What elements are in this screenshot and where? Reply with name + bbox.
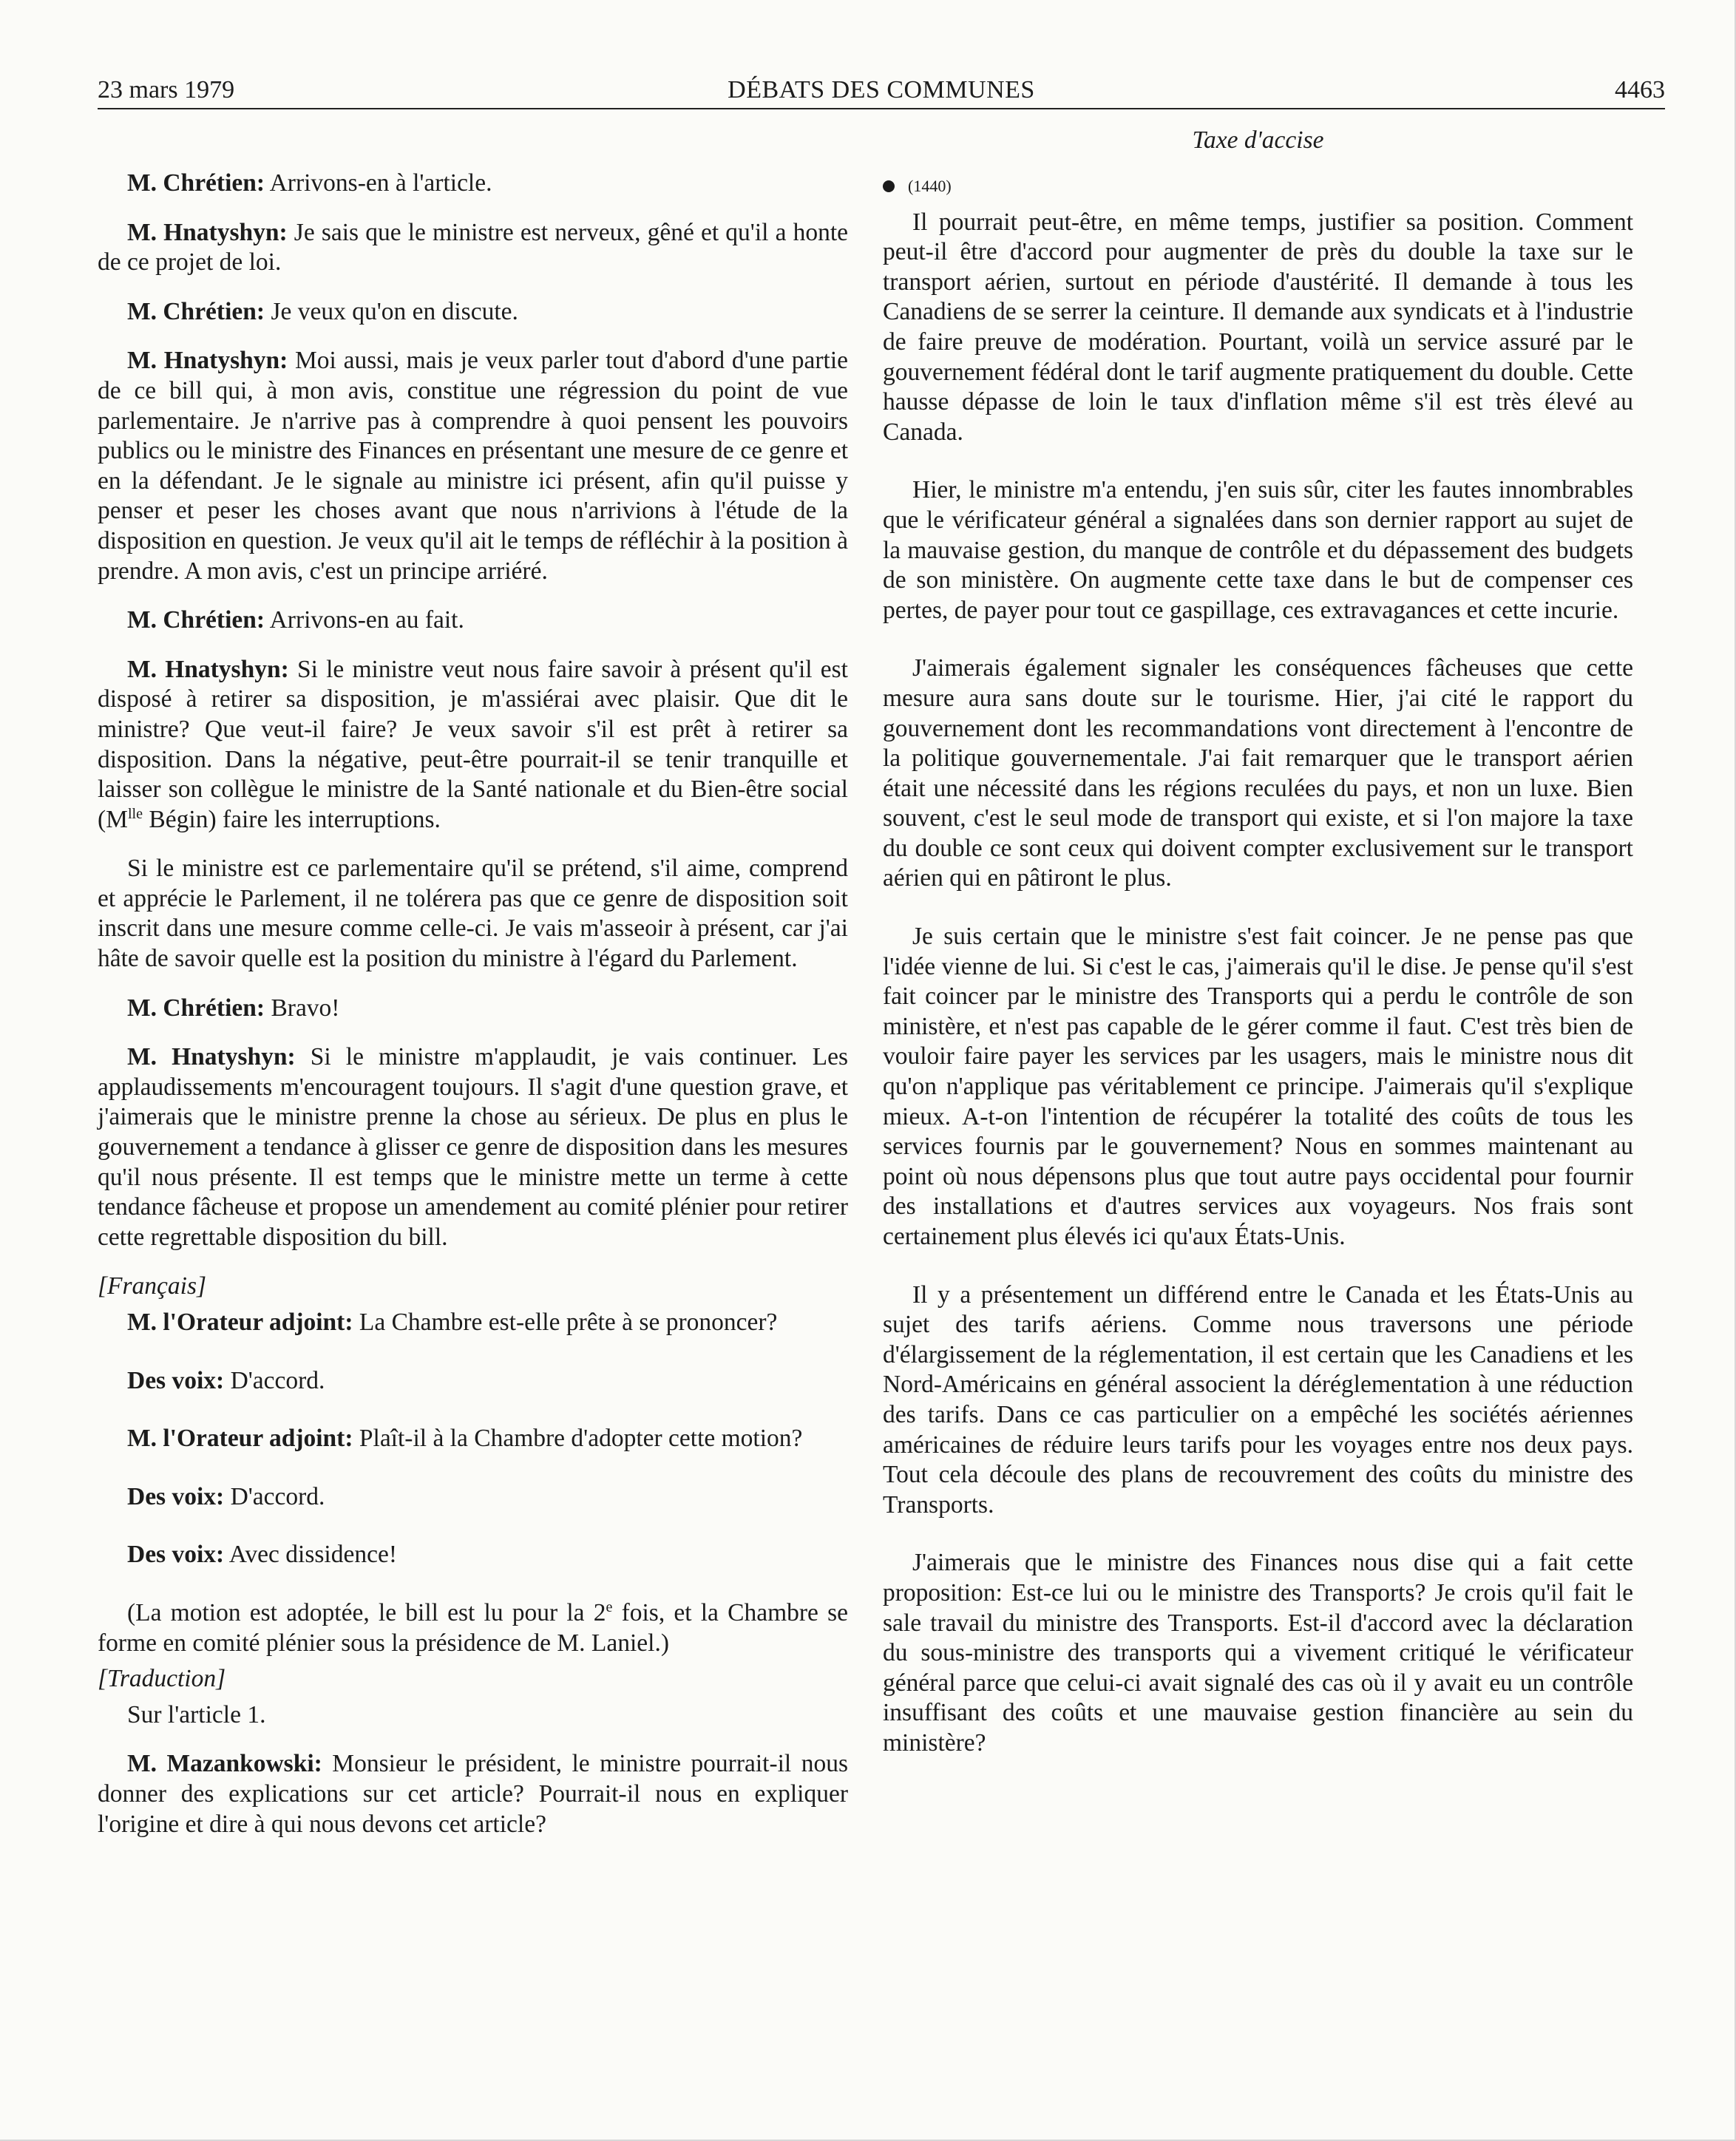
- language-marker: [Traduction]: [98, 1665, 226, 1693]
- left-column: [98, 126, 848, 1859]
- paragraph: [98, 1700, 848, 1731]
- speech-text: fois, et la Chambre se forme en comité plénier sous la présidence de M. Laniel.): [98, 1598, 848, 1657]
- right-column: [883, 126, 1633, 1787]
- paragraph: J'aimerais également signaler les conséquences fâcheuses que cette mesure aura sans doute sur le tourisme. Hier, j'ai cité le rapport du gouvernement dont les recommandations vont directement à l'encontre de la politique gouvernementale. J'ai fait remarquer que le transport aérien était une nécessité dans les régions reculées du pays, et non un luxe. Bien souvent, c'est le seul mode de transport qui existe, et si l'on majore la taxe du double ce sont ceux qui doivent compter exclusivement sur le transport aérien qui en pâtiront le plus.: [883, 654, 1633, 892]
- paragraph: [98, 1482, 848, 1513]
- speech-text: (La motion est adoptée, le bill est lu pour la 2: [127, 1598, 606, 1626]
- paragraph: J'aimerais que le ministre des Finances nous dise qui a fait cette proposition: Est-ce lui ou le ministre des Transports? Je crois qu'il fait le sale travail du ministre des Transports. Est-il d'accord avec la déclaration du sous-ministre des transports qui a vivement critiqué le vérificateur général parce que celui-ci avait signalé des cas où il y avait eu un contrôle insuffisant des coûts et une mauvaise gestion financière au sein du ministère?: [883, 1549, 1633, 1757]
- superscript: e: [606, 1598, 613, 1615]
- speech-text: Je sais que le ministre est nerveux, gêné et qu'il a honte de ce projet de loi.: [98, 218, 848, 276]
- speaker-name: Des voix:: [127, 1541, 225, 1569]
- paragraph: [98, 1540, 848, 1570]
- speech-text: Moi aussi, mais je veux parler tout d'abord d'une partie de ce bill qui, à mon avis, constitue une régression du point de vue parlementaire. Je n'arrive pas à comprendre à quoi pensent les pouvoirs publics ou le ministre des Finances en présentant une mesure de ce genre et en la défendant. Je le signale au ministre ici présent, afin qu'il puisse y penser et peser les choses avant que nous n'arrivions à l'étude de la disposition en question. Je veux qu'il ait le temps de réfléchir à la position à prendre. A mon avis, c'est un principe arriéré.: [98, 347, 849, 585]
- paragraph: [98, 169, 848, 199]
- speaker-name: M. Hnatyshyn:: [127, 218, 288, 246]
- speech-text: Je veux qu'on en discute.: [265, 297, 518, 325]
- speaker-name: M. l'Orateur adjoint:: [127, 1309, 353, 1336]
- paragraph: [98, 655, 848, 835]
- speaker-name: M. Chrétien:: [127, 297, 265, 325]
- header-rule: [98, 108, 1665, 109]
- paragraph: [98, 854, 848, 974]
- speech-text: Monsieur le président, le ministre pourrait-il nous donner des explications sur cet article? Pourrait-il nous en expliquer l'origine et dire à qui nous devons cet article?: [98, 1750, 848, 1838]
- paragraph: [98, 1598, 848, 1658]
- speech-text: D'accord.: [224, 1366, 325, 1394]
- paragraph: Hier, le ministre m'a entendu, j'en suis sûr, citer les fautes innombrables que le vérificateur général a signalées dans son dernier rapport au sujet de la mauvaise gestion, du manque de contrôle et du dépassement des budgets de son ministère. On augmente cette taxe dans le but de compenser ces pertes, de payer pour tout ce gaspillage, ces extravagances et cette incurie.: [883, 476, 1633, 624]
- paragraph: [98, 1424, 848, 1454]
- language-marker: [Français]: [98, 1272, 207, 1300]
- speech-text: La Chambre est-elle prête à se prononcer?: [353, 1309, 778, 1336]
- speech-text: Arrivons-en à l'article.: [265, 169, 492, 197]
- speech-text: Bravo!: [265, 994, 340, 1022]
- paragraph: [98, 297, 848, 328]
- speaker-name: M. Hnatyshyn:: [127, 347, 288, 375]
- speech-text: Bégin) faire les interruptions.: [143, 805, 441, 833]
- section-heading: Taxe d'accise: [1192, 126, 1324, 154]
- speech-text: Arrivons-en au fait.: [265, 606, 464, 634]
- header-page-number: 4463: [1615, 76, 1665, 104]
- paragraph: [98, 605, 848, 636]
- bullet-icon: [883, 180, 895, 192]
- speech-text: Avec dissidence!: [224, 1541, 397, 1569]
- speech-text: Si le ministre m'applaudit, je vais continuer. Les applaudissements m'encouragent toujours. Il s'agit d'une question grave, et j'aimerais que le ministre prenne la chose au sérieux. De plus en plus le gouvernement a tendance à glisser ce genre de disposition dans les mesures qu'il nous présente. Il est temps que le ministre mette un terme à cette tendance fâcheuse et propose un amendement au comité plénier pour retirer cette regrettable disposition du bill.: [98, 1043, 848, 1251]
- paragraph: [98, 346, 848, 586]
- speaker-name: M. l'Orateur adjoint:: [127, 1425, 353, 1453]
- speech-text: Si le ministre veut nous faire savoir à présent qu'il est disposé à retirer sa disposition, je m'assiérai avec plaisir. Que dit le ministre? Que veut-il faire? Je veux savoir s'il est prêt à retirer sa disposition. Dans la négative, peut-être pourrait-il se tenir tranquille et laisser son collègue le ministre de la Santé nationale et du Bien-être social (M: [98, 655, 848, 833]
- paragraph: Je suis certain que le ministre s'est fait coincer. Je ne pense pas que l'idée vienne de lui. Si c'est le cas, j'aimerais qu'il le dise. Je pense qu'il s'est fait coincer par le ministre des Transports qui a perdu le contrôle de son ministère, et n'est pas capable de le gérer comme il faut. C'est très bien de vouloir faire payer les services par les usagers, mais le ministre nous dit qu'on n'applique pas véritablement ce principe. J'aimerais qu'il s'explique mieux. A-t-on l'intention de récupérer la totalité des coûts de tous les services fournis par le gouvernement? Nous en sommes maintenant au point où nous dépensons plus que tout autre pays occidental pour fournir des installations et d'autres services aux voyageurs. Nos frais sont certainement plus élevés ici qu'aux États-Unis.: [883, 923, 1633, 1250]
- paragraph: [98, 994, 848, 1024]
- speech-text: Plaît-il à la Chambre d'adopter cette motion?: [353, 1425, 803, 1453]
- speech-text: Sur l'article 1.: [127, 1700, 266, 1728]
- speaker-name: M. Hnatyshyn:: [127, 655, 289, 683]
- paragraph: [98, 1366, 848, 1397]
- time-marker-text: (1440): [908, 176, 952, 195]
- paragraph: Il pourrait peut-être, en même temps, justifier sa position. Comment peut-il être d'accord pour augmenter de près du double la taxe sur le transport aérien, surtout en période d'austérité. Il demande à tous les Canadiens de se serrer la ceinture. Il demande aux syndicats et à l'industrie de faire preuve de modération. Pourtant, voilà un service assuré par le gouvernement fédéral dont le tarif augmente pratiquement du double. Cette hausse dépasse de loin le taux d'inflation même s'il est très élevé au Canada.: [883, 208, 1633, 446]
- time-marker: [883, 175, 1633, 197]
- speaker-name: M. Chrétien:: [127, 994, 265, 1022]
- speech-text: Si le ministre est ce parlementaire qu'il se prétend, s'il aime, comprend et apprécie le Parlement, il ne tolérera pas que ce genre de disposition soit inscrit dans une mesure comme celle-ci. Je vais m'asseoir à présent, car j'ai hâte de savoir quelle est la position du ministre à l'égard du Parlement.: [98, 855, 848, 973]
- speaker-name: Des voix:: [127, 1366, 225, 1394]
- speaker-name: M. Mazankowski:: [127, 1750, 322, 1778]
- speaker-name: M. Hnatyshyn:: [127, 1043, 296, 1071]
- speech-text: D'accord.: [224, 1482, 325, 1510]
- paragraph: [98, 218, 848, 278]
- page-header: [98, 72, 1665, 108]
- header-title: DÉBATS DES COMMUNES: [728, 76, 1035, 104]
- speaker-name: M. Chrétien:: [127, 606, 265, 634]
- speaker-name: Des voix:: [127, 1482, 225, 1510]
- speaker-name: M. Chrétien:: [127, 169, 265, 197]
- superscript: lle: [127, 805, 143, 822]
- paragraph: [98, 1308, 848, 1338]
- header-date: 23 mars 1979: [98, 76, 235, 104]
- paragraph: Il y a présentement un différend entre le Canada et les États-Unis au sujet des tarifs aériens. Comme nous traversons une période d'élargissement de la réglementation, il est certain que les Canadiens et les Nord-Américains en général associent la déréglementation à une réduction des tarifs. Dans ce cas particulier on a empêché les sociétés aériennes américaines de réduire leurs tarifs pour les voyages entre nos deux pays. Tout cela découle des plans de recouvrement des coûts du ministre des Transports.: [883, 1280, 1633, 1519]
- paragraph: [98, 1749, 848, 1839]
- paragraph: [98, 1042, 848, 1252]
